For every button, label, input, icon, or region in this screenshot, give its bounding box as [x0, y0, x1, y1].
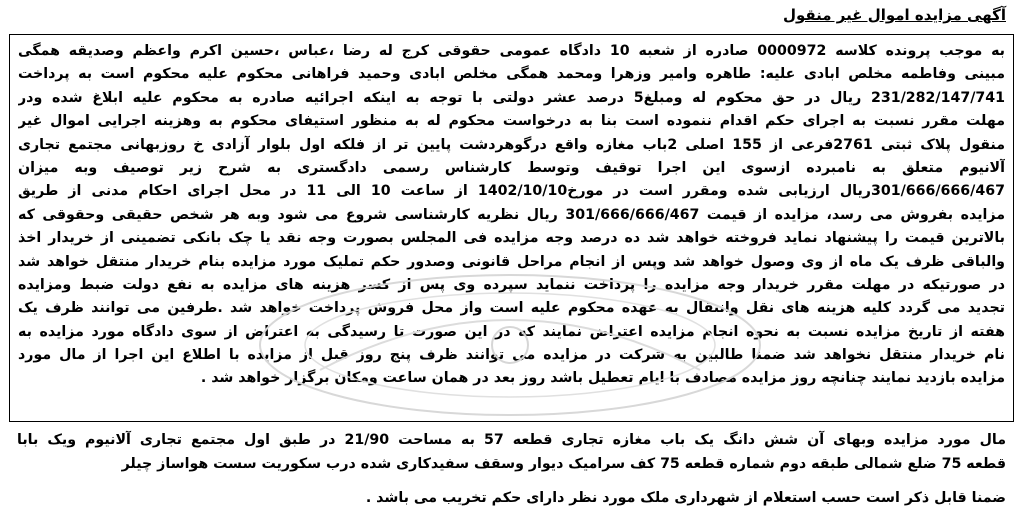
body-line: مزایده بفروش می رسد، مزایده از قیمت 301/666/666/467 ریال نظریه کارشناسی شروع می شود وبه هر شخص حقیقی وحقوقی که	[18, 206, 1005, 223]
body-line: 231/282/147/741 ریال در حق محکوم له ومبلغ5 درصد عشر دولتی با توجه به اینکه اجرائیه صادره به محکوم علیه ابلاغ شده ودر	[18, 89, 1005, 106]
body-line: به موجب پرونده کلاسه 0000972 صادره از شعبه 10 دادگاه عمومی حقوقی کرج له رضا ،عباس ،حسین اکرم واعظم وصدیقه همگی	[18, 43, 1005, 59]
body-line: مزایده بازدید نمایند چنانچه روز مزایده مصادف با ایام تعطیل باشد روز بعد در همان ساعت ومکان برگزار خواهد شد .	[200, 370, 1005, 387]
notice-body-box	[9, 34, 1014, 422]
property-line: مال مورد مزایده وبهای آن شش دانگ یک باب مغازه تجاری قطعه 57 به مساحت 21/90 در طبق اول مجتمع تجاری آلانیوم ویک بابا	[17, 432, 1006, 448]
property-description	[9, 428, 1014, 531]
notice-title: آگهی مزایده اموال غیر منقول	[782, 6, 1006, 24]
body-line: مهلت مقرر نسبت به اجرای حکم اقدام ننموده است بنا به درخواست محکوم له به منظور استیفای محکوم به وهزینه اجرایی اموال غیر	[18, 113, 1005, 130]
property-line: قطعه 75 ضلع شمالی طبقه دوم شماره قطعه 75 کف سرامیک دیوار وسقف سفیدکاری شده درب سکوریت سست هواساز چیلر	[121, 456, 1006, 472]
closing-note: ضمنا قابل ذکر است حسب استعلام از شهرداری ملک مورد نظر دارای حکم تخریب می باشد .	[365, 490, 1006, 506]
body-line: هفته از تاریخ مزایده نسبت به نحوه انجام مزایده اعتراض نمایند که در این صورت تا رسیدگی به اعتراض از سوی دادگاه مورد مزایده به	[18, 323, 1005, 340]
body-line: منقول پلاک ثبتی 2761فرعی از 155 اصلی 2باب مغازه واقع درگوهردشت پایین تر از فلکه اول بلوار آزادی خ روزبهانی مجتمع تجاری	[18, 136, 1005, 153]
body-line: تجدید می گردد کلیه هزینه های نقل وانتقال به عهده محکوم علیه است واز محل فروش پرداخت خواهد شد .طرفین می توانند ظرف یک	[18, 300, 1005, 317]
body-line: نام خریدار منتقل نخواهد شد ضمنا طالبین به شرکت در مزایده می توانند ظرف پنج روز قبل از مزایده با اطلاع این اجرا از مال مورد	[18, 347, 1005, 364]
body-line: آلانیوم متعلق به نامبرده ازسوی این اجرا توقیف وتوسط کارشناس رسمی دادگستری به شرح زیر توصیف وبه میزان	[18, 159, 1005, 176]
body-line: بالاترین قیمت را پیشنهاد نماید فروخته خواهد شد ده درصد وجه مزایده فی المجلس بصورت وجه نقد یا چک بانکی تضمینی از خریدار اخذ	[18, 230, 1005, 247]
body-line: در صورتیکه در مهلت مقرر خریدار وجه مزایده را پرداخت ننماید سپرده وی پس از کسر هزینه های مزایده به نفع دولت ضبط ومزایده	[18, 276, 1005, 293]
body-line: مبینی وفاطمه مخلص ابادی علیه: طاهره وامیر وزهرا ومحمد همگی مخلص ابادی وحمید فراهانی محکوم علیه محکوم است به پرداخت	[18, 66, 1005, 83]
body-line: والباقی ظرف یک ماه از وی وصول خواهد شد وپس از انجام مراحل قانونی وصدور حکم تملیک مورد مزایده بنام خریدار منتقل خواهد شد	[18, 253, 1005, 270]
body-line: 301/666/666/467ریال ارزیابی شده ومقرر است در مورخ1402/10/10 از ساعت 10 الی 11 در محل اجرای احکام مدنی از طریق	[18, 183, 1005, 200]
